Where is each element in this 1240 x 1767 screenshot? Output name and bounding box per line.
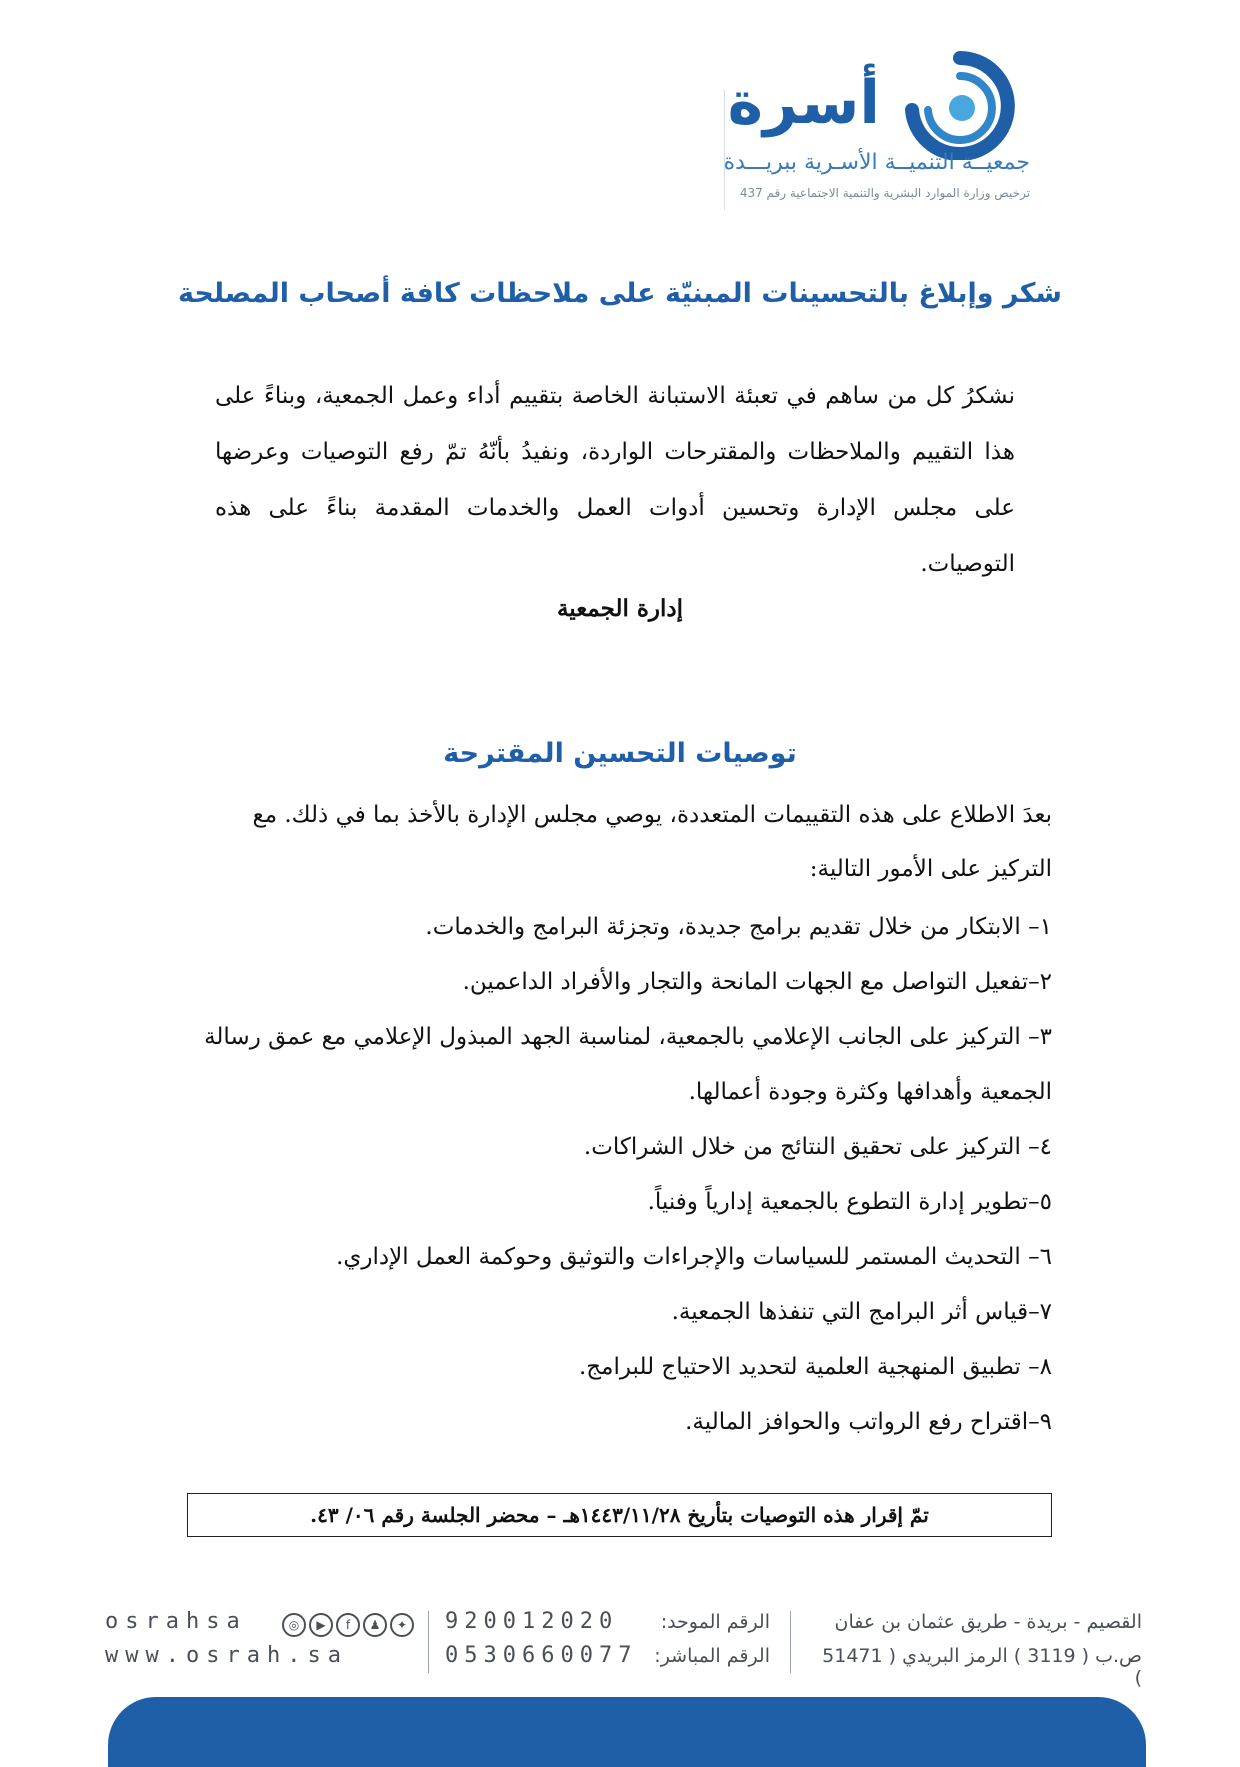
logo-license: ترخيص وزارة الموارد البشرية والتنمية الاجتماعية رقم 437 [739,186,1030,200]
footer [0,1605,1240,1689]
recommendations-title: توصيات التحسين المقترحة [443,738,797,769]
footer-divider [428,1611,429,1673]
header-logo [580,50,1030,210]
list-item: ٧–قياس أثر البرامج التي تنفذها الجمعية. [671,1299,1052,1325]
website-link[interactable]: www.osrah.sa [105,1643,348,1668]
footer-address-line1: القصيم - بريدة - طريق عثمان بن عفان [834,1611,1142,1633]
list-item: ٦– التحديث المستمر للسياسات والإجراءات والتوثيق وحوكمة العمل الإداري. [336,1244,1052,1270]
list-item: ٨– تطبيق المنهجية العلمية لتحديد الاحتياج للبرامج. [578,1354,1052,1380]
logo-wordmark: أسرة [727,68,880,138]
list-item: ٤– التركيز على تحقيق النتائج من خلال الشراكات. [583,1134,1052,1160]
list-item: ٥–تطوير إدارة التطوع بالجمعية إدارياً وفنياً. [647,1189,1052,1215]
list-item: ٩–اقتراح رفع الرواتب والحوافز المالية. [685,1409,1052,1435]
recommendations-list [172,900,1052,1450]
management-signoff: إدارة الجمعية [556,595,684,622]
unified-number: 920012020 [445,1609,619,1634]
thanks-paragraph: نشكرُ كل من ساهم في تعبئة الاستبانة الخاصة بتقييم أداء وعمل الجمعية، وبناءً على هذا التقييم والملاحظات والمقترحات الواردة، ونفيدُ بأنّهُ تمّ رفع التوصيات وعرضها على مجلس الإدارة وتحسين أدوات العمل والخدمات المقدمة بناءً على هذه التوصيات. [215,383,1015,577]
list-item: ٢–تفعيل التواصل مع الجهات المانحة والتجار والأفراد الداعمين. [462,969,1052,995]
direct-number: 0530660077 [445,1643,638,1668]
logo-mark-icon [890,50,1030,160]
social-handle: osrahsa [105,1609,247,1634]
footer-bar [108,1697,1146,1767]
snapchat-icon: ♟ [363,1613,387,1637]
footer-address-line2: ص.ب ( 3119 ) الرمز البريدي ( 51471 ) [822,1645,1142,1689]
list-item: ١– الابتكار من خلال تقديم برامج جديدة، وتجزئة البرامج والخدمات. [425,914,1052,940]
approval-box: تمّ إقرار هذه التوصيات بتأريخ ١٤٤٣/١١/٢٨هـ – محضر الجلسة رقم ٠٦/ ٤٣. [187,1493,1052,1537]
logo-subtitle: جمعيــة التنميــة الأسـرية ببريـــدة [723,150,1030,175]
footer-divider [790,1611,791,1673]
list-item: ٣– التركيز على الجانب الإعلامي بالجمعية، لمناسبة الجهد المبذول الإعلامي مع عمق رسالة الجمعية وأهدافها وكثرة وجودة أعمالها. [204,1024,1052,1105]
social-icons [282,1613,414,1639]
direct-number-label: الرقم المباشر: [654,1645,770,1667]
recommendations-intro: بعدَ الاطلاع على هذه التقييمات المتعددة، يوصي مجلس الإدارة بالأخذ بما في ذلك. مع التركيز على الأمور التالية: [252,802,1052,882]
thanks-title: شكر وإبلاغ بالتحسينات المبنيّة على ملاحظات كافة أصحاب المصلحة [178,278,1062,309]
twitter-icon: ✦ [390,1613,414,1637]
unified-number-label: الرقم الموحد: [660,1611,770,1633]
instagram-icon: ◎ [282,1613,306,1637]
facebook-icon: f [336,1613,360,1637]
youtube-icon: ▶ [309,1613,333,1637]
